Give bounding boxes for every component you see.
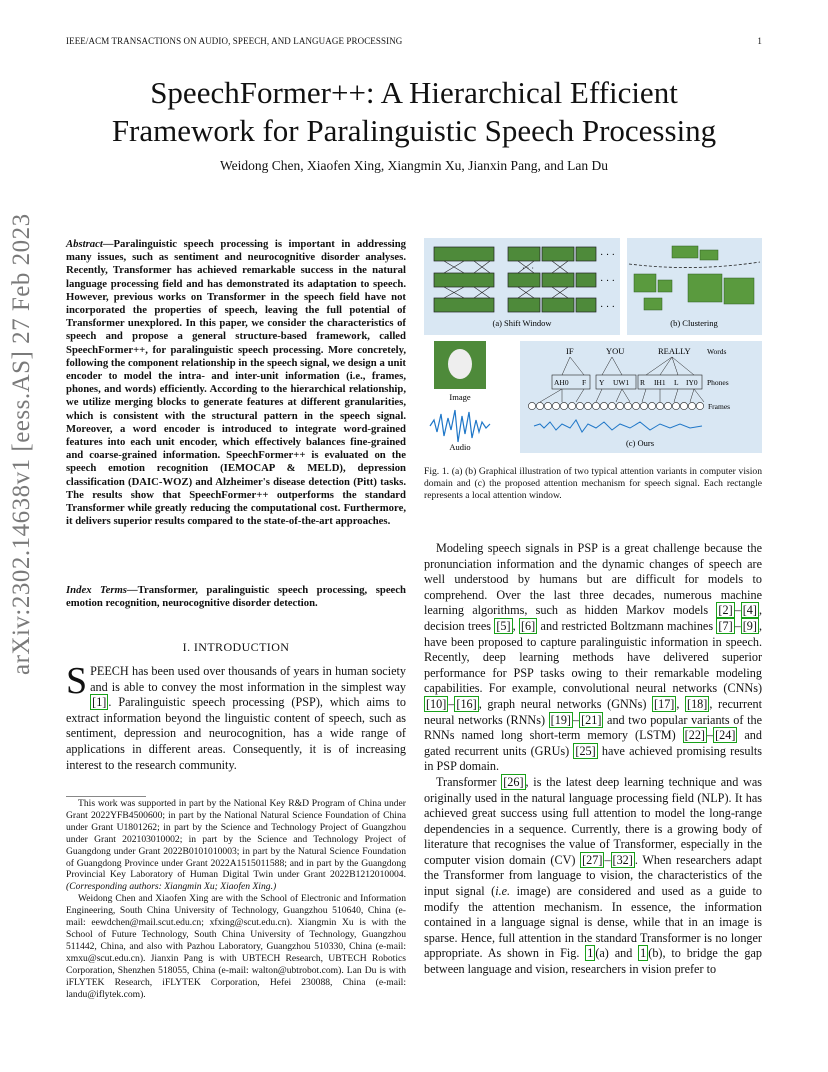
- citation-link[interactable]: [16]: [456, 696, 477, 711]
- abstract: [66, 238, 406, 528]
- ellipsis-a4: · · ·: [522, 264, 534, 273]
- intro-smallcaps: PEECH: [90, 664, 129, 678]
- index-lead: Index Terms—: [66, 584, 138, 596]
- abstract-body: Paralinguistic speech processing is important in addressing many issues, such as sentiment and neurocognitive disorder analyses. Recently, Transformer has achieved remarkable success in the natural language processing field and has demonstrated its adaptation to speech. However, previous works on Transformer in the speech field have not incorporated the properties of speech, leaving the full potential of Transformer unexplored. In this paper, we consider the characteristics of speech and propose a general structure-based framework, called SpeechFormer++, for paralinguistic speech processing. More concretely, following the component relationship in the speech signal, we design a unit encoder to model the intra- and inter-unit information (i.e., frames, phones, and words) efficiently. According to the hierarchical relationship, we utilize merging blocks to generate features at different granularities, which is consistent with the structural pattern in the speech signal. Moreover, a word encoder is introduced to integrate word-grained features into each unit encoder, which effectively balances fine-grained and coarse-grained information. SpeechFormer++ is evaluated on the speech emotion recognition (IEMOCAP & MELD), depression classification (DAIC-WOZ) and Alzheimer's disease detection (Pitt) tasks. The results show that SpeechFormer++ outperforms the standard Transformer while greatly reducing the computational cost. Furthermore, it delivers superior results compared to the state-of-the-art approaches.: [66, 238, 406, 528]
- ellipsis-a3: · · ·: [600, 302, 615, 313]
- panel-c-background: [520, 341, 762, 453]
- panel-a-label: (a) Shift Window: [492, 318, 552, 328]
- frames-row-label: Frames: [708, 402, 731, 411]
- footnotes: [66, 798, 406, 1000]
- paragraph-modeling: Modeling speech signals in PSP is a great challenge because the pronunciation information and the dynamic changes of speech are well understood by humans but are difficult for models to comprehend. Over the last three decades, numerous machine learning algorithms, such as hidden Markov models [2] – [4] , decision trees [5] , [6] and restricted Boltzmann machines [7] – [9] , have been proposed to capture paralinguistic information in speech. Recently, deep learning methods have delivered superior performance for PSP tasks owing to their remarkable modeling capabilities. For example, convolutional neural networks (CNNs) [10] – [16] , graph neural networks (GNNs) [17] , [18] , recurrent neural networks (RNNs) [19] – [21] and two popular variants of the RNNs named long short-term memory (LSTM) [22] – [24] and gated recurrent units (GRUs) [25] have achieved promising results in PSP domain.: [424, 541, 762, 774]
- svg-text:Y: Y: [599, 378, 605, 387]
- words-row-label: Words: [707, 347, 727, 356]
- page-number: 1: [757, 36, 762, 46]
- word-label: REALLY: [658, 346, 691, 356]
- citation-link[interactable]: [24]: [715, 728, 736, 743]
- paragraph-transformer: Transformer [26] , is the latest deep learning technique and was originally used in the natural language processing field (NLP). It has achieved great success using full attention to model the long-range dependencies in a sequence. Currently, there is a growing body of literature that recognises the value of Transformer, especially in the computer vision domain (CV) [27] – [32] . When researchers adapt the Transformer from language to vision, the characteristics of the input signal (i.e. image) are considered and used as a guide to modify the attention mechanism. In essence, the information contained in a language signal is dense, while that in an image is sparse. Hence, full attention in the standard Transformer is no longer appropriate. As shown in Fig. 1 (a) and 1 (b), to bridge the gap between language and vision, researchers in vision prefer to: [424, 774, 763, 977]
- citation-link[interactable]: [2]: [718, 603, 733, 618]
- phones-row-label: Phones: [707, 378, 729, 387]
- citation-link[interactable]: [5]: [496, 618, 511, 633]
- citation-link[interactable]: [1]: [92, 695, 107, 710]
- figure-link[interactable]: 1: [640, 946, 647, 961]
- index-terms: [66, 584, 406, 610]
- citation-link[interactable]: [7]: [718, 618, 733, 633]
- footnote-rule: [66, 796, 146, 797]
- svg-text:F: F: [582, 378, 587, 387]
- dog-photo: [448, 349, 472, 379]
- citation-link[interactable]: [6]: [520, 618, 536, 633]
- section-heading: I. INTRODUCTION: [182, 640, 290, 654]
- panel-b-label: (b) Clustering: [670, 318, 718, 328]
- svg-text:IY0: IY0: [686, 378, 698, 387]
- footnote-affiliations: Weidong Chen and Xiaofen Xing are with the School of Electronic and Information Engineering, South China University of Technology, Guangzhou 510640, China (e-mail: eewdchen@mail.scut.edu.cn; xfxing@scut.edu.cn). Xiangmin Xu is with the School of Future Technology, South China University of Technology, Guangzhou 511442, China, and also with Pazhou Laboratory, Guangzhou 510330, China (e-mail: xmxu@scut.edu.cn). Jianxin Pang is with UBTECH Research, UBTECH Robotics Corporation, Shenzhen 518055, China (e-mail: walton@ubtrobot.com). Lan Du is with iFLYTEK Research, iFLYTEK Corporation, Hefei 230088, China (e-mail: landu@iflytek.com).: [66, 893, 406, 1000]
- panel-c-label: (c) Ours: [625, 438, 655, 448]
- citation-link[interactable]: [26]: [503, 774, 524, 789]
- ellipsis-a2: · · ·: [600, 276, 615, 287]
- audio-label: Audio: [449, 442, 471, 452]
- image-label: Image: [449, 392, 471, 402]
- index-body: Transformer, paralinguistic speech processing, speech emotion recognition, neurocognitive disorder detection.: [66, 584, 406, 610]
- svg-text:IH1: IH1: [654, 378, 666, 387]
- footnote-funding: This work was supported in part by the National Key R&D Program of China under Grant 2022YFB4500600; in part by the National Natural Science Foundation of China under Grant U1801262; in part by the Science and Technology Project of Guangzhou under Grant 202103010002; in part by the Science and Technology Project of Guangdong under Grant 2022B0101010003; in part by the Natural Science Foundation of Guangdong Province under Grant 2022A1515011588; and in part by the Guangdong Provincial Key Laboratory of Human Digital Twin under Grant 2022B1212010004. (Corresponding authors: Xiangmin Xu; Xiaofen Xing.): [66, 798, 406, 893]
- citation-link[interactable]: [32]: [612, 852, 633, 867]
- running-header: [66, 36, 762, 46]
- title-line-2: Framework for Paralinguistic Speech Processing: [111, 113, 717, 148]
- shift-window-grid: [434, 247, 596, 312]
- figure-caption: Fig. 1. (a) (b) Graphical illustration of two typical attention variants in computer vision domain and (c) the proposed attention mechanism for speech signal. Each rectangle represents a local attention window.: [424, 466, 762, 501]
- figure-link[interactable]: 1: [587, 946, 594, 961]
- word-label: YOU: [606, 346, 625, 356]
- citation-link[interactable]: [25]: [575, 743, 596, 758]
- svg-text:UW1: UW1: [613, 378, 630, 387]
- citation-link[interactable]: [27]: [582, 852, 603, 867]
- citation-link[interactable]: [4]: [742, 603, 757, 618]
- ellipsis-a1: · · ·: [600, 250, 615, 261]
- waveform-icon: [430, 410, 490, 442]
- citation-link[interactable]: [10]: [426, 696, 447, 711]
- figure-1: [424, 238, 762, 456]
- arxiv-stamp: arXiv:2302.14638v1 [eess.AS] 27 Feb 2023: [8, 213, 35, 675]
- right-column-body: [424, 541, 762, 978]
- citation-link[interactable]: [18]: [687, 696, 708, 711]
- citation-link[interactable]: [9]: [742, 618, 757, 633]
- citation-link[interactable]: [17]: [654, 696, 675, 711]
- svg-text:R: R: [640, 378, 646, 387]
- citation-link[interactable]: [19]: [550, 712, 571, 727]
- svg-text:L: L: [674, 378, 679, 387]
- journal-name: IEEE/ACM TRANSACTIONS ON AUDIO, SPEECH, AND LANGUAGE PROCESSING: [66, 36, 403, 46]
- word-label: IF: [566, 346, 574, 356]
- abstract-lead: Abstract—: [66, 238, 114, 250]
- author-list: Weidong Chen, Xiaofen Xing, Xiangmin Xu, Jianxin Pang, and Lan Du: [219, 158, 609, 173]
- paper-title: [66, 74, 762, 150]
- svg-text:AH0: AH0: [554, 378, 569, 387]
- intro-paragraph: SPEECH has been used over thousands of years in human society and is able to convey the most information in the simplest way [1] . Paralinguistic speech processing (PSP), which aims to extract information beyond the linguistic content of speech, such as sentiment, depression and neurocognition, has a wide range of applications in different areas. Consequently, it is of increasing interest to the research community.: [66, 660, 406, 772]
- citation-link[interactable]: [22]: [684, 728, 705, 743]
- drop-cap: S: [66, 660, 88, 702]
- title-line-1: SpeechFormer++: A Hierarchical Efficient: [150, 75, 678, 110]
- citation-link[interactable]: [21]: [581, 712, 602, 727]
